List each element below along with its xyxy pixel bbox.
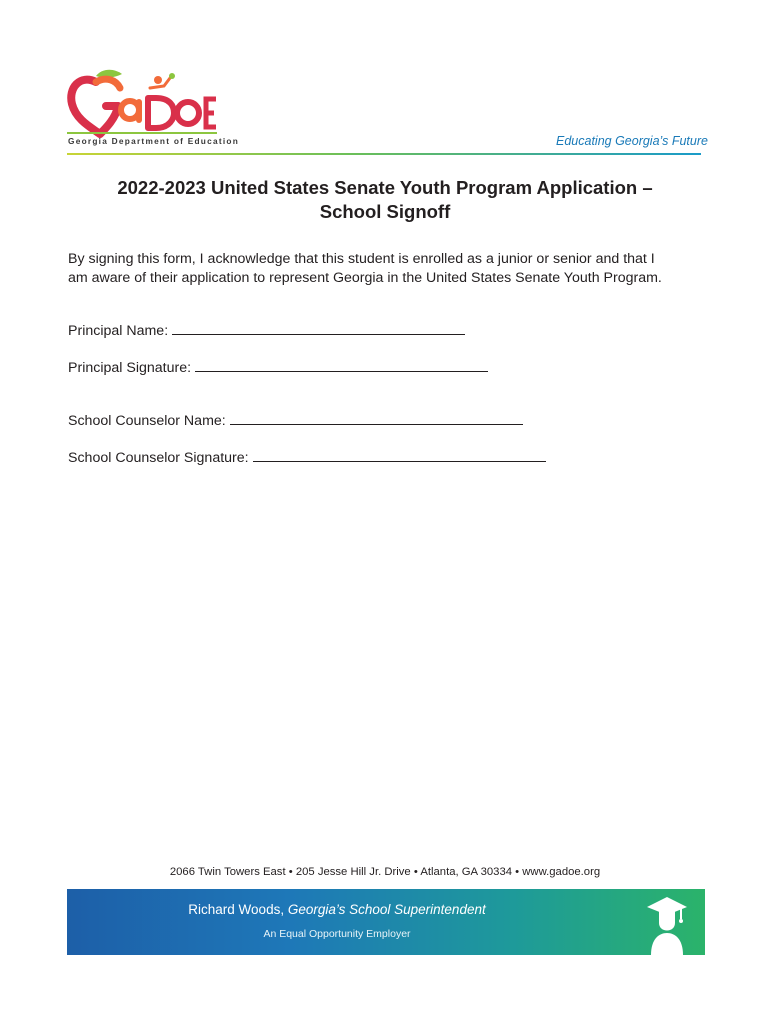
counselor-name-field xyxy=(68,410,523,429)
superintendent-title: Georgia’s School Superintendent xyxy=(287,902,486,917)
principal-signature-field xyxy=(68,357,488,376)
counselor-signature-line[interactable] xyxy=(253,447,546,462)
body-text-line-1: By signing this form, I acknowledge that this student is enrolled as a junior or senior and that I xyxy=(68,251,655,267)
principal-name-line[interactable] xyxy=(172,320,465,335)
footer-address: 2066 Twin Towers East • 205 Jesse Hill Jr. Drive • Atlanta, GA 30334 • www.gadoe.org xyxy=(169,866,601,878)
counselor-signature-field xyxy=(68,447,546,466)
principal-signature-label: Principal Signature: xyxy=(68,360,192,376)
superintendent-line xyxy=(67,902,607,917)
body-text-line-2: am aware of their application to represent Georgia in the United States Senate Youth Program. xyxy=(68,270,662,286)
counselor-name-label: School Counselor Name: xyxy=(68,413,226,429)
counselor-signature-label: School Counselor Signature: xyxy=(68,450,249,466)
superintendent-name: Richard Woods, xyxy=(188,902,288,917)
page-title xyxy=(60,176,710,224)
header-divider xyxy=(67,153,701,155)
counselor-name-line[interactable] xyxy=(230,410,523,425)
principal-name-label: Principal Name: xyxy=(68,323,169,339)
principal-name-field xyxy=(68,320,465,339)
footer-banner xyxy=(67,889,705,955)
equal-opportunity-text: An Equal Opportunity Employer xyxy=(263,928,411,940)
tagline: Educating Georgia’s Future xyxy=(556,134,708,148)
title-line-2: School Signoff xyxy=(319,201,451,222)
title-line-1: 2022-2023 United States Senate Youth Program Application – xyxy=(117,177,653,198)
org-name: Georgia Department of Education xyxy=(68,136,240,146)
principal-signature-line[interactable] xyxy=(195,357,488,372)
graduate-icon xyxy=(637,889,705,955)
